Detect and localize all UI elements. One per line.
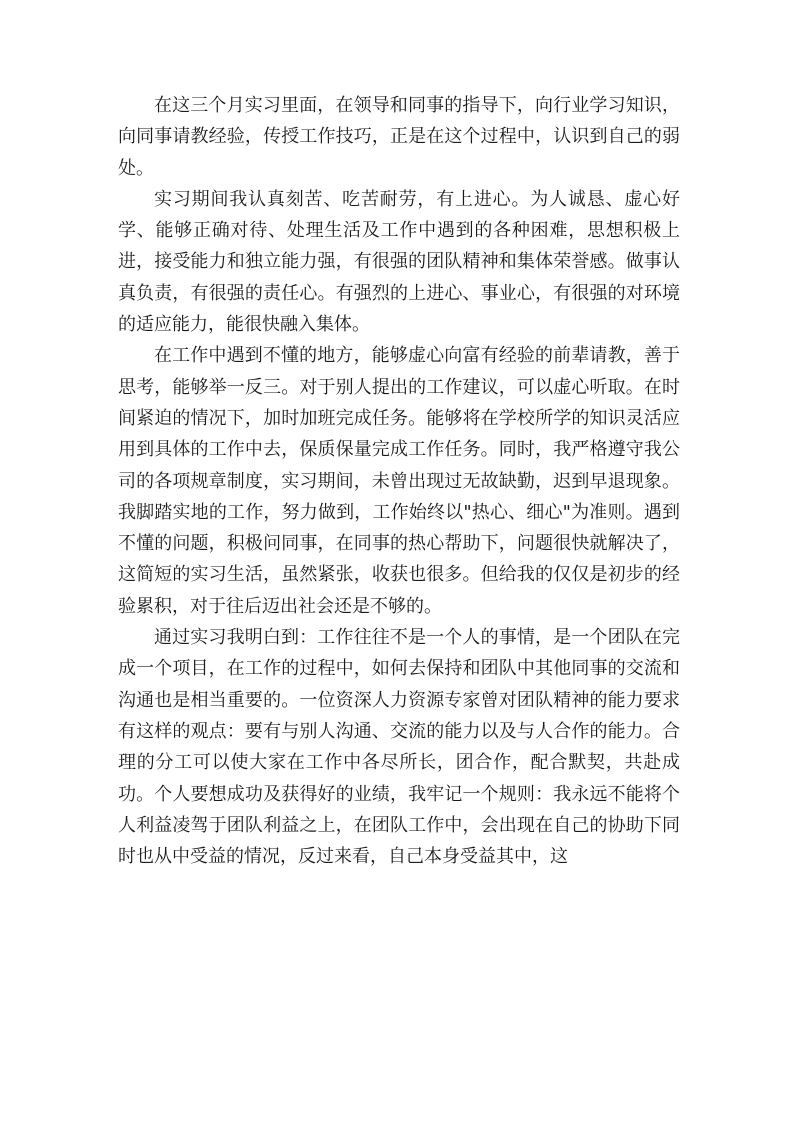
paragraph-work-experience: 在工作中遇到不懂的地方，能够虚心向富有经验的前辈请教，善于思考，能够举一反三。对于别人提出的工作建议，可以虚心听取。在时间紧迫的情况下，加时加班完成任务。能够将在学校所学的知识灵活应用到具体的工作中去，保质保量完成工作任务。同时，我严格遵守我公司的各项规章制度，实习期间，未曾出现过无故缺勤，迟到早退现象。我脚踏实地的工作，努力做到，工作始终以"热心、细心"为准则。遇到不懂的问题，积极问同事，在同事的热心帮助下，问题很快就解决了，这简短的实习生活，虽然紧张，收获也很多。但给我的仅仅是初步的经验累积，对于往后迈出社会还是不够的。: [118, 345, 680, 617]
paragraph-internship-learning: 在这三个月实习里面，在领导和同事的指导下，向行业学习知识，向同事请教经验，传授工作技巧，正是在这个过程中，认识到自己的弱处。: [118, 95, 680, 179]
paragraph-personal-qualities: 实习期间我认真刻苦、吃苦耐劳，有上进心。为人诚恳、虚心好学、能够正确对待、处理生活及工作中遇到的各种困难，思想积极上进，接受能力和独立能力强，有很强的团队精神和集体荣誉感。做事认真负责，有很强的责任心。有强烈的上进心、事业心，有很强的对环境的适应能力，能很快融入集体。: [118, 188, 680, 336]
document-body: [118, 90, 680, 872]
paragraph-teamwork: 通过实习我明白到：工作往往不是一个人的事情，是一个团队在完成一个项目，在工作的过程中，如何去保持和团队中其他同事的交流和沟通也是相当重要的。一位资深人力资源专家曾对团队精神的能力要求有这样的观点：要有与别人沟通、交流的能力以及与人合作的能力。合理的分工可以使大家在工作中各尽所长，团合作，配合默契，共赴成功。个人要想成功及获得好的业绩，我牢记一个规则：我永远不能将个人利益凌驾于团队利益之上，在团队工作中，会出现在自己的协助下同时也从中受益的情况，反过来看，自己本身受益其中，这: [118, 627, 680, 868]
